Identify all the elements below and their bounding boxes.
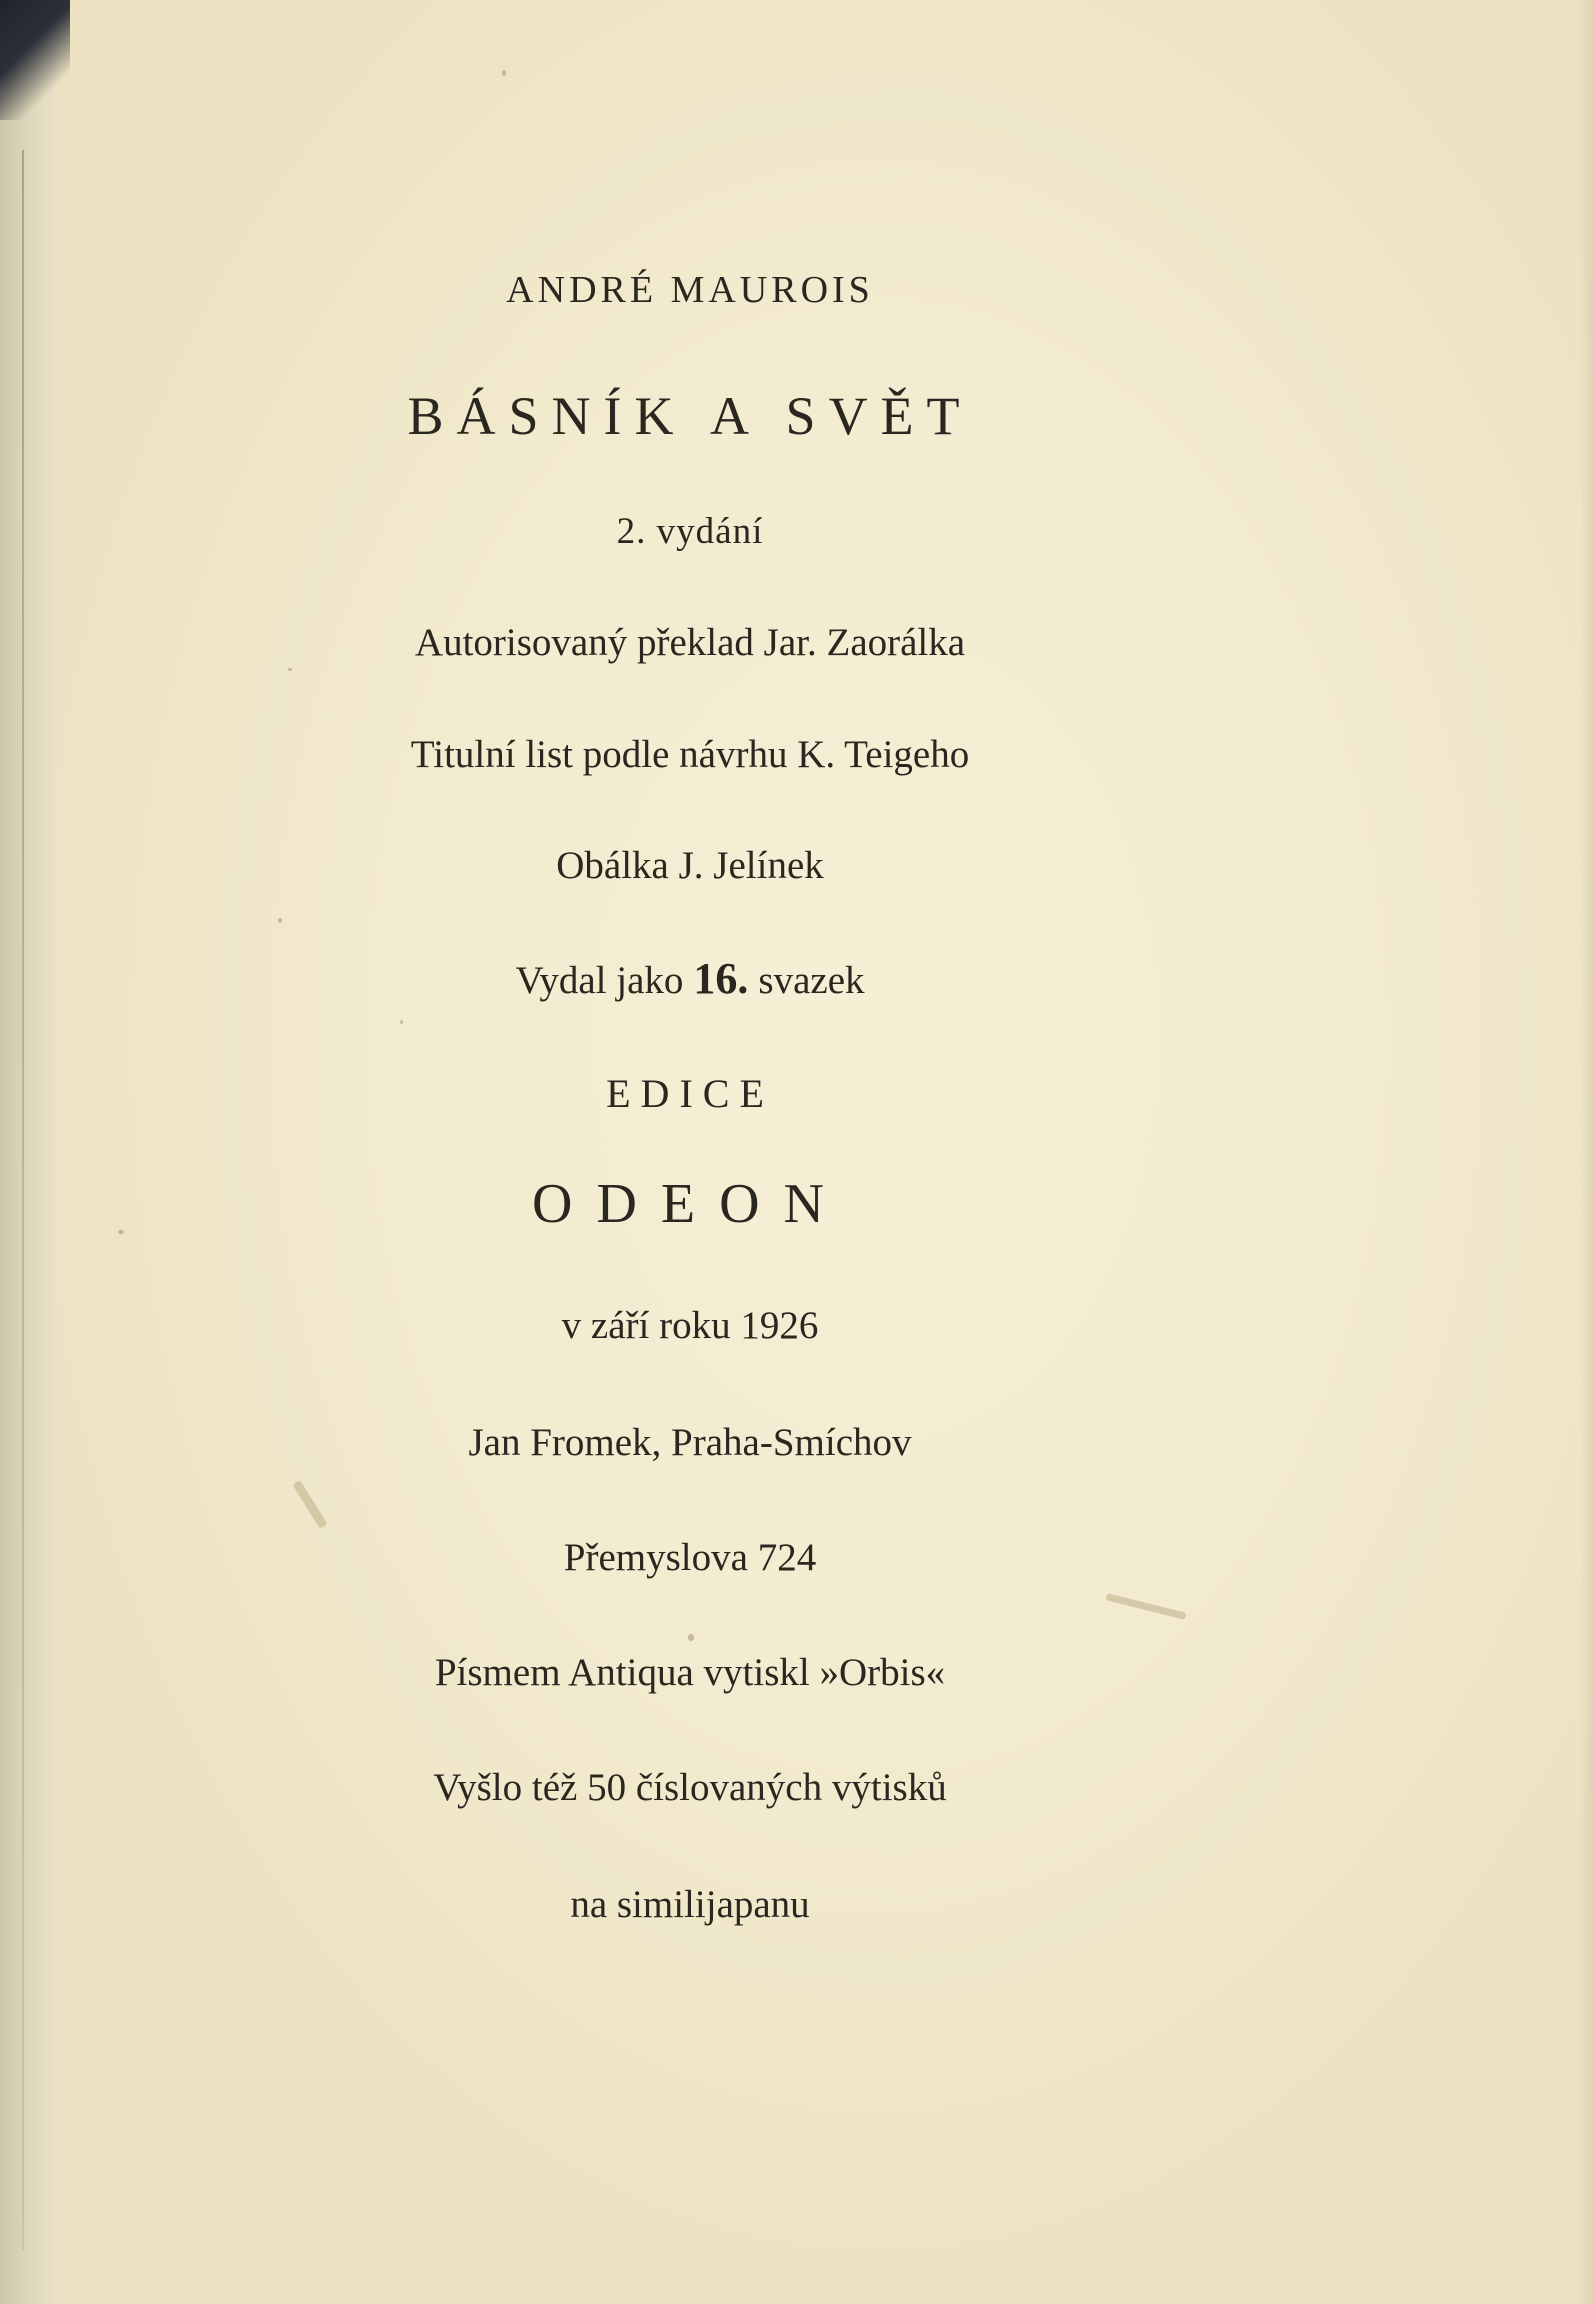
book-binding-edge xyxy=(0,0,58,2304)
edition-line: 2. vydání xyxy=(616,511,764,552)
author-name: ANDRÉ MAUROIS xyxy=(506,269,874,311)
paper-speck xyxy=(278,918,282,923)
page-crease xyxy=(22,150,24,2250)
cover-credit: Obálka J. Jelínek xyxy=(556,844,824,887)
volume-suffix: svazek xyxy=(758,959,865,1002)
translation-credit: Autorisovaný překlad Jar. Zaorálka xyxy=(414,621,966,664)
publisher-address: Přemyslova 724 xyxy=(563,1536,817,1579)
volume-prefix: Vydal jako xyxy=(515,959,684,1002)
paper-note: na similijapanu xyxy=(570,1883,810,1926)
paper-speck xyxy=(688,1634,694,1641)
series-label: EDICE xyxy=(606,1071,774,1116)
paper-stain xyxy=(292,1480,327,1529)
series-name: ODEON xyxy=(532,1173,848,1235)
paper-speck xyxy=(118,1230,124,1234)
paper-speck xyxy=(400,1020,403,1024)
book-title: BÁSNÍK A SVĚT xyxy=(407,386,973,446)
publisher-name: Jan Fromek, Praha-Smíchov xyxy=(468,1421,912,1464)
numbered-copies-note: Vyšlo též 50 číslovaných výtisků xyxy=(433,1766,947,1809)
page-right-edge xyxy=(1580,0,1594,2304)
corner-shadow xyxy=(0,0,70,120)
volume-line xyxy=(516,953,865,1004)
paper-speck xyxy=(288,668,292,671)
printer-credit: Písmem Antiqua vytiskl »Orbis« xyxy=(434,1651,946,1694)
publication-date: v září roku 1926 xyxy=(561,1304,819,1347)
paper-speck xyxy=(502,70,506,76)
paper-stain xyxy=(1105,1593,1186,1620)
volume-number: 16. xyxy=(693,954,749,1003)
title-page-credit: Titulní list podle návrhu K. Teigeho xyxy=(410,733,970,776)
